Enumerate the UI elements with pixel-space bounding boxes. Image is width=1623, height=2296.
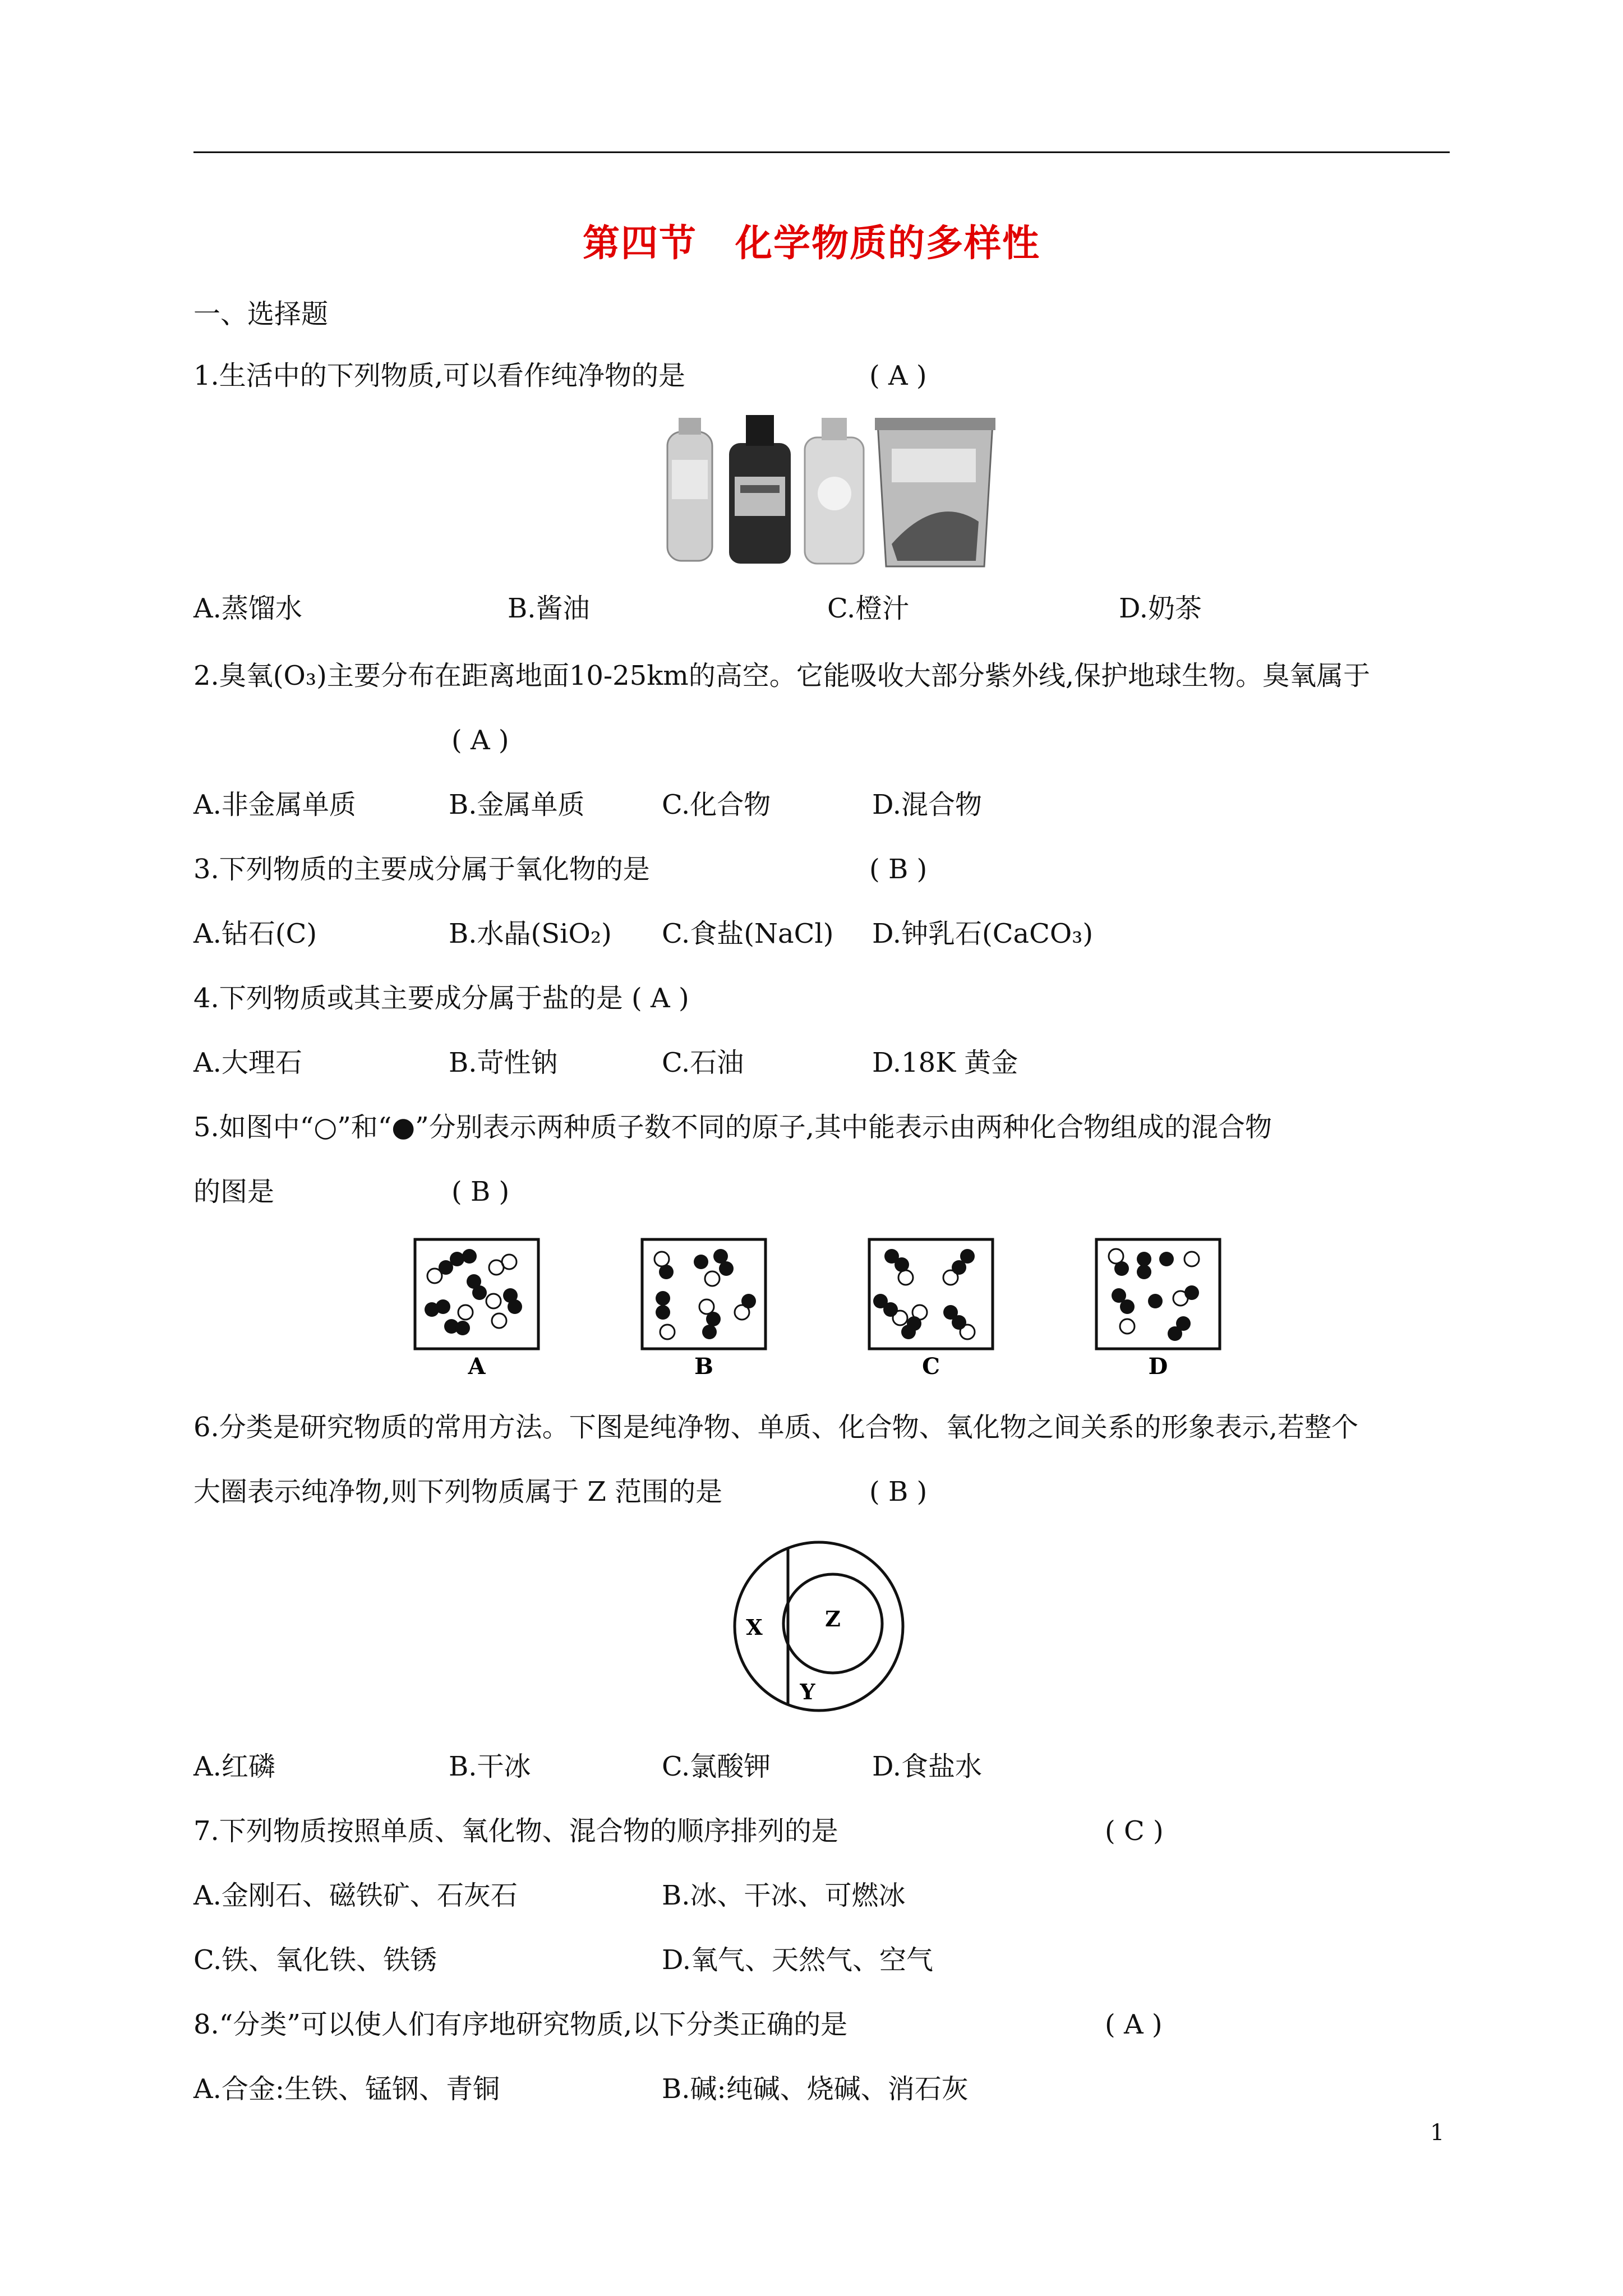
q8-answer: ( A ) bbox=[1105, 2009, 1163, 2040]
q1-option-d: D.奶茶 bbox=[1119, 593, 1202, 624]
q1-option-b: B.酱油 bbox=[508, 593, 590, 624]
q2-option-a: A.非金属单质 bbox=[193, 789, 356, 820]
q6-answer: ( B ) bbox=[869, 1476, 928, 1507]
q6-option-d: D.食盐水 bbox=[872, 1751, 983, 1782]
q3-option-d: D.钟乳石(CaCO₃) bbox=[872, 918, 1094, 949]
q3-option-c: C.食盐(NaCl) bbox=[662, 918, 834, 949]
page-number: 1 bbox=[1430, 2120, 1445, 2146]
q4-option-a: A.大理石 bbox=[193, 1047, 302, 1078]
particle-box-b bbox=[642, 1239, 766, 1349]
soy-sauce-bottle-image bbox=[729, 415, 791, 564]
box-b-label: B bbox=[694, 1353, 713, 1380]
q7-answer: ( C ) bbox=[1105, 1815, 1164, 1847]
q7-stem: 7.下列物质按照单质、氧化物、混合物的顺序排列的是 bbox=[193, 1815, 838, 1847]
label-z: Z bbox=[825, 1606, 841, 1631]
q1-answer: ( A ) bbox=[869, 360, 927, 391]
header-rule bbox=[193, 151, 1450, 153]
section-heading: 一、选择题 bbox=[193, 298, 329, 330]
box-c-label: C bbox=[922, 1353, 940, 1380]
q3-answer: ( B ) bbox=[869, 854, 928, 885]
q1-option-a: A.蒸馏水 bbox=[193, 593, 302, 624]
q5-stem-line1: 5.如图中“○”和“●”分别表示两种质子数不同的原子,其中能表示由两种化合物组成的混合物 bbox=[193, 1112, 1272, 1143]
q4-option-b: B.苛性钠 bbox=[449, 1047, 558, 1078]
q6-option-a: A.红磷 bbox=[193, 1751, 275, 1782]
box-d-label: D bbox=[1148, 1353, 1168, 1380]
q6-venn-diagram bbox=[723, 1534, 914, 1719]
q8-option-b: B.碱:纯碱、烧碱、消石灰 bbox=[662, 2073, 969, 2105]
particle-box-a bbox=[415, 1239, 538, 1349]
label-y: Y bbox=[800, 1679, 815, 1704]
juice-bottle-image bbox=[805, 418, 864, 564]
q7-option-b: B.冰、干冰、可燃冰 bbox=[662, 1880, 906, 1911]
particle-box-d bbox=[1096, 1239, 1220, 1349]
q5-answer: ( B ) bbox=[451, 1176, 510, 1207]
q3-option-a: A.钻石(C) bbox=[193, 918, 317, 949]
q6-option-b: B.干冰 bbox=[449, 1751, 531, 1782]
q5-particle-diagrams bbox=[404, 1234, 1251, 1396]
q8-option-a: A.合金:生铁、锰钢、青铜 bbox=[193, 2073, 500, 2105]
q1-product-photos bbox=[656, 409, 1004, 578]
q3-option-b: B.水晶(SiO₂) bbox=[449, 918, 612, 949]
q7-option-c: C.铁、氧化铁、铁锈 bbox=[193, 1944, 437, 1976]
q7-option-a: A.金刚石、磁铁矿、石灰石 bbox=[193, 1880, 518, 1911]
q7-option-d: D.氧气、天然气、空气 bbox=[662, 1944, 934, 1976]
q4-option-c: C.石油 bbox=[662, 1047, 744, 1078]
q2-answer: ( A ) bbox=[451, 725, 509, 756]
q6-option-c: C.氯酸钾 bbox=[662, 1751, 771, 1782]
page-title: 第四节 化学物质的多样性 bbox=[583, 221, 1040, 265]
box-a-label: A bbox=[468, 1353, 486, 1380]
particle-box-c bbox=[869, 1239, 993, 1349]
q6-stem-line1: 6.分类是研究物质的常用方法。下图是纯净物、单质、化合物、氧化物之间关系的形象表示,若整个 bbox=[193, 1412, 1359, 1443]
q5-stem-line2: 的图是 bbox=[193, 1176, 275, 1207]
q4-option-d: D.18K 黄金 bbox=[872, 1047, 1018, 1078]
milk-tea-cup-image bbox=[875, 418, 995, 566]
water-bottle-image bbox=[667, 418, 712, 561]
q6-stem-line2: 大圈表示纯净物,则下列物质属于 Z 范围的是 bbox=[193, 1476, 723, 1507]
q2-option-c: C.化合物 bbox=[662, 789, 771, 820]
q1-option-c: C.橙汁 bbox=[827, 593, 910, 624]
label-x: X bbox=[746, 1615, 763, 1640]
q2-stem: 2.臭氧(O₃)主要分布在距离地面10-25km的高空。它能吸收大部分紫外线,保护地球生物。臭氧属于 bbox=[193, 660, 1371, 691]
q4-stem: 4.下列物质或其主要成分属于盐的是 ( A ) bbox=[193, 983, 689, 1014]
q8-stem: 8.“分类”可以使人们有序地研究物质,以下分类正确的是 bbox=[193, 2009, 848, 2040]
q3-stem: 3.下列物质的主要成分属于氧化物的是 bbox=[193, 854, 650, 885]
q2-option-b: B.金属单质 bbox=[449, 789, 585, 820]
q1-stem: 1.生活中的下列物质,可以看作纯净物的是 bbox=[193, 360, 686, 391]
q2-option-d: D.混合物 bbox=[872, 789, 983, 820]
